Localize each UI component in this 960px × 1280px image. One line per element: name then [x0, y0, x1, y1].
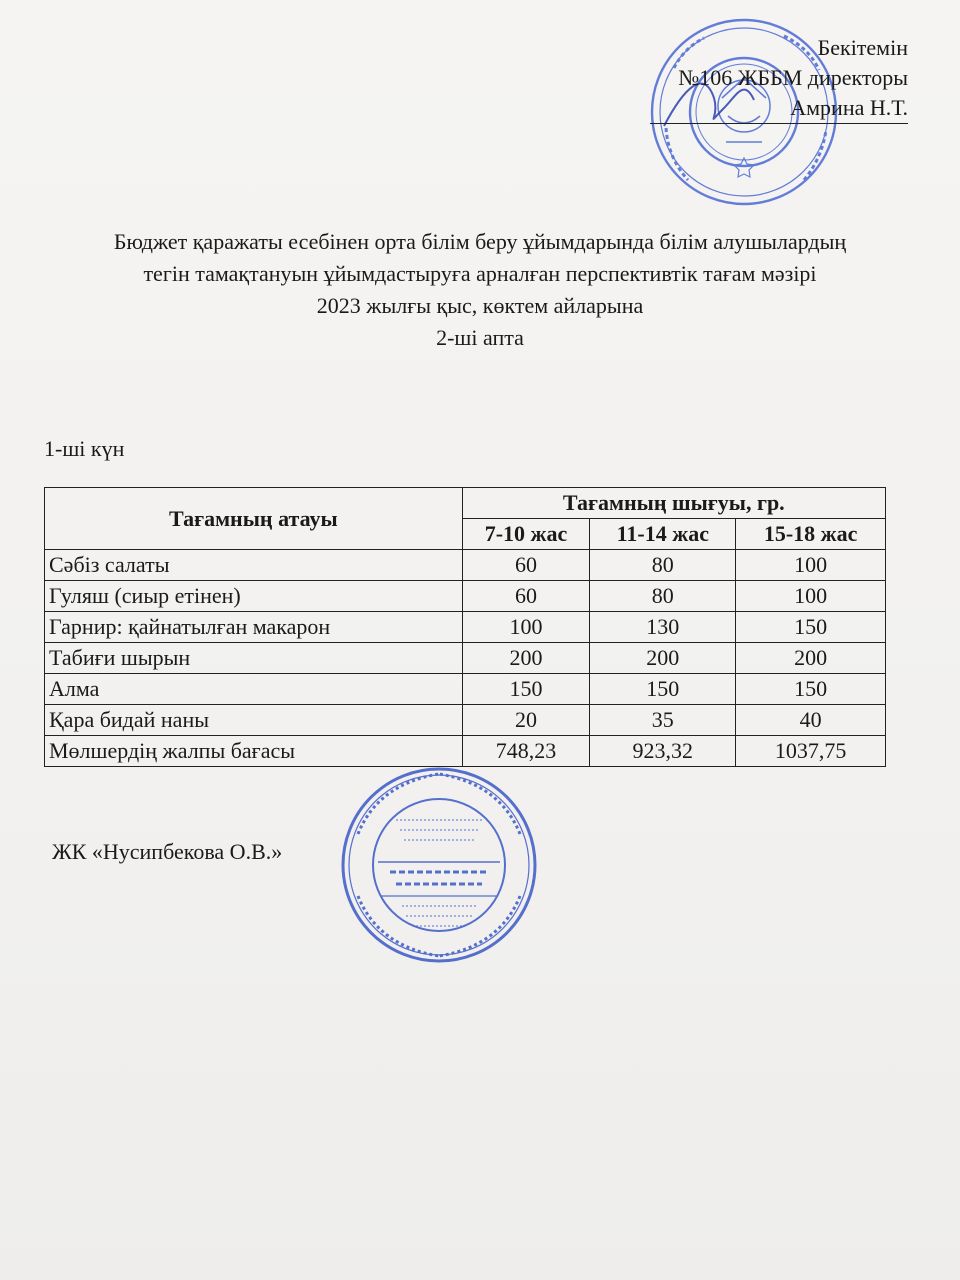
dish-name: Гуляш (сиыр етінен) — [45, 581, 463, 612]
value-11-14: 130 — [590, 612, 736, 643]
approval-title: Бекітемін — [817, 35, 908, 60]
dish-name: Қара бидай наны — [45, 705, 463, 736]
value-7-10: 150 — [462, 674, 590, 705]
total-15-18: 1037,75 — [736, 736, 886, 767]
dish-name: Сәбіз салаты — [45, 550, 463, 581]
header-age-15-18: 15-18 жас — [736, 519, 886, 550]
day-label: 1-ші күн — [44, 436, 125, 461]
approval-position: №106 ЖББМ директоры — [678, 65, 908, 90]
value-15-18: 40 — [736, 705, 886, 736]
value-11-14: 200 — [590, 643, 736, 674]
header-dish-name: Тағамның атауы — [45, 488, 463, 550]
table-row-total — [45, 736, 886, 767]
dish-name: Алма — [45, 674, 463, 705]
table-row — [45, 581, 886, 612]
value-15-18: 150 — [736, 612, 886, 643]
entrepreneur-name: ЖК «Нусипбекова О.В.» — [52, 839, 283, 864]
value-11-14: 35 — [590, 705, 736, 736]
total-7-10: 748,23 — [462, 736, 590, 767]
value-15-18: 100 — [736, 550, 886, 581]
value-7-10: 60 — [462, 581, 590, 612]
header-output: Тағамның шығуы, гр. — [462, 488, 885, 519]
title-line-1: Бюджет қаражаты есебінен орта білім беру ұйымдарында білім алушылардың — [113, 229, 847, 254]
value-15-18: 150 — [736, 674, 886, 705]
value-7-10: 20 — [462, 705, 590, 736]
title-line-4: 2-ші апта — [436, 325, 524, 350]
value-11-14: 150 — [590, 674, 736, 705]
dish-name: Табиғи шырын — [45, 643, 463, 674]
value-7-10: 60 — [462, 550, 590, 581]
table-row — [45, 550, 886, 581]
menu-table — [44, 487, 886, 767]
approval-block — [650, 33, 908, 124]
document-title — [20, 226, 940, 354]
value-11-14: 80 — [590, 581, 736, 612]
value-11-14: 80 — [590, 550, 736, 581]
value-15-18: 100 — [736, 581, 886, 612]
total-11-14: 923,32 — [590, 736, 736, 767]
table-row — [45, 674, 886, 705]
approval-name: Амрина Н.Т. — [650, 93, 908, 124]
total-label: Мөлшердің жалпы бағасы — [45, 736, 463, 767]
entrepreneur-seal-stamp — [338, 764, 540, 966]
dish-name: Гарнир: қайнатылған макарон — [45, 612, 463, 643]
table-row — [45, 705, 886, 736]
title-line-3: 2023 жылғы қыс, көктем айларына — [316, 293, 644, 318]
table-row — [45, 643, 886, 674]
value-7-10: 200 — [462, 643, 590, 674]
value-15-18: 200 — [736, 643, 886, 674]
table-row — [45, 612, 886, 643]
title-line-2: тегін тамақтануын ұйымдастыруға арналған перспективтік тағам мәзірі — [143, 261, 817, 286]
header-age-7-10: 7-10 жас — [462, 519, 590, 550]
header-age-11-14: 11-14 жас — [590, 519, 736, 550]
value-7-10: 100 — [462, 612, 590, 643]
